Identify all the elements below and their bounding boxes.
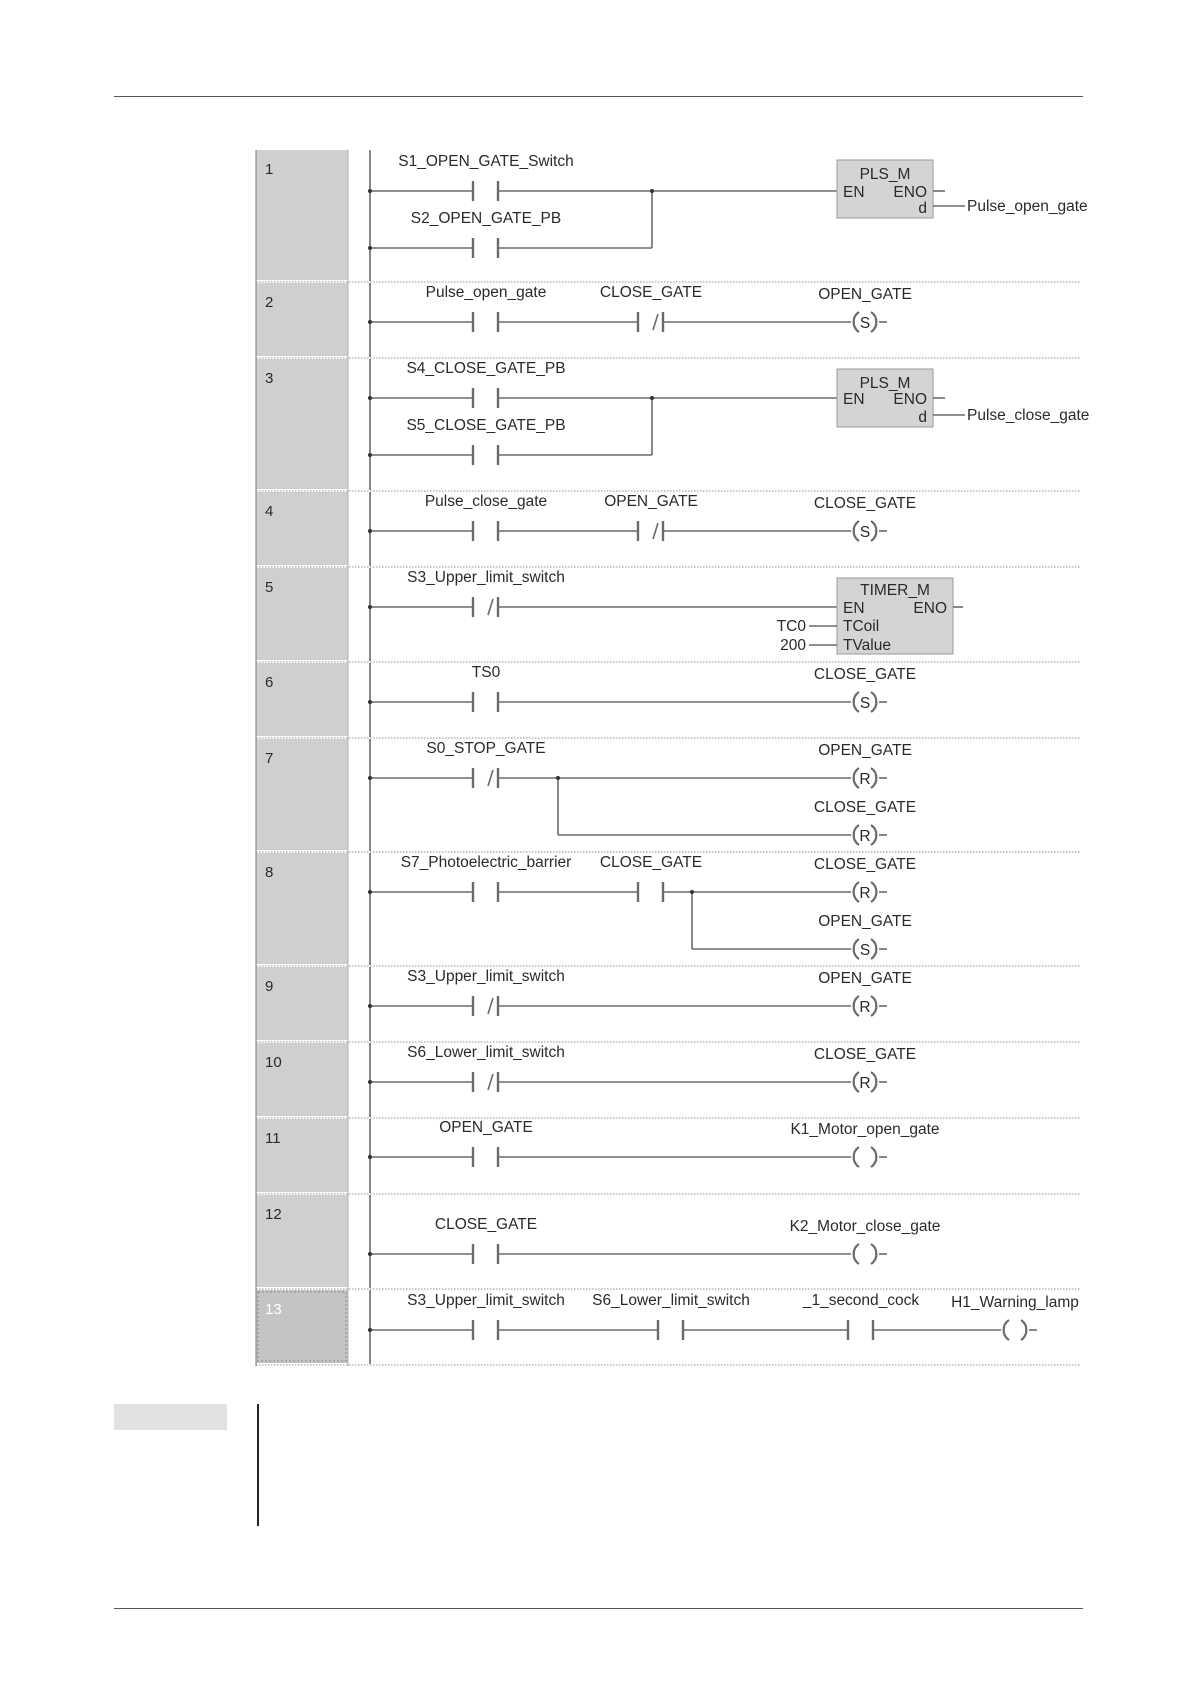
contact-slash xyxy=(488,1074,493,1090)
rung-3 xyxy=(256,359,1089,491)
rung-number: 7 xyxy=(265,750,274,767)
coil-arc-right xyxy=(871,1244,876,1264)
function-block-param: d xyxy=(918,409,927,426)
contact xyxy=(604,493,698,541)
rail-junction xyxy=(368,1328,372,1332)
contact-label: Pulse_close_gate xyxy=(424,493,548,510)
coil-arc-left xyxy=(854,882,859,902)
coil xyxy=(818,913,912,959)
coil xyxy=(790,1121,939,1167)
contact xyxy=(426,284,547,332)
contact-label: CLOSE_GATE xyxy=(599,854,703,871)
contact-label: _1_second_cock xyxy=(802,1292,920,1309)
rail-junction xyxy=(368,320,372,324)
contact-label: S4_CLOSE_GATE_PB xyxy=(406,360,566,377)
contact xyxy=(426,740,545,788)
coil-label: CLOSE_GATE xyxy=(813,799,917,816)
rung-5 xyxy=(256,568,1080,662)
coil-arc-right xyxy=(1021,1320,1026,1340)
timer-block-output-pin: ENO xyxy=(913,600,947,617)
rung-number: 8 xyxy=(265,864,274,881)
rail-junction xyxy=(368,605,372,609)
coil-symbol: S xyxy=(859,315,871,332)
contact xyxy=(600,284,702,332)
rung-number: 9 xyxy=(265,978,274,995)
coil xyxy=(814,666,916,712)
contact xyxy=(425,493,547,541)
coil-symbol: S xyxy=(859,524,871,541)
contact xyxy=(435,1216,537,1264)
function-block-param: d xyxy=(918,200,927,217)
contact xyxy=(439,1119,533,1167)
timer-block xyxy=(777,578,963,654)
coil-arc-left xyxy=(854,1147,859,1167)
coil xyxy=(814,856,916,902)
contact-slash xyxy=(488,599,493,615)
timer-input-value: TC0 xyxy=(776,618,806,635)
footer-rule xyxy=(114,1608,1083,1609)
rung-number: 4 xyxy=(265,503,274,520)
coil xyxy=(814,495,916,541)
rail-junction xyxy=(368,189,372,193)
coil-arc-right xyxy=(871,1072,876,1092)
contact-label: OPEN_GATE xyxy=(604,493,698,510)
function-block-name: PLS_M xyxy=(859,166,911,183)
rail-junction xyxy=(368,1080,372,1084)
rung-4 xyxy=(256,492,1080,567)
coil-symbol: R xyxy=(859,828,871,845)
rail-junction xyxy=(368,453,372,457)
function-block-output-pin: ENO xyxy=(893,184,927,201)
coil xyxy=(818,970,912,1016)
coil-arc-right xyxy=(871,312,876,332)
contact-slash xyxy=(653,314,658,330)
contact xyxy=(592,1292,750,1340)
coil-arc-right xyxy=(871,521,876,541)
rung-13 xyxy=(256,1290,1080,1365)
coil-label: K2_Motor_close_gate xyxy=(789,1218,941,1235)
contact xyxy=(600,854,702,902)
rail-junction xyxy=(368,246,372,250)
coil xyxy=(951,1294,1079,1340)
branch-junction xyxy=(650,189,654,193)
rung-number: 3 xyxy=(265,370,274,387)
rung-2 xyxy=(256,283,1080,358)
rail-junction xyxy=(368,396,372,400)
rail-junction xyxy=(368,776,372,780)
coil-symbol: R xyxy=(859,885,871,902)
rail-junction xyxy=(368,1155,372,1159)
coil xyxy=(814,799,916,845)
rail-junction xyxy=(368,890,372,894)
coil-arc-right xyxy=(871,825,876,845)
coil-arc-left xyxy=(854,825,859,845)
rail-junction xyxy=(368,529,372,533)
contact-label: S2_OPEN_GATE_PB xyxy=(410,210,562,227)
branch-junction xyxy=(556,776,560,780)
rung-11 xyxy=(256,1119,1080,1194)
coil-label: OPEN_GATE xyxy=(818,286,912,303)
coil-label: K1_Motor_open_gate xyxy=(790,1121,940,1138)
contact-label: Pulse_open_gate xyxy=(425,284,547,301)
rung-number: 2 xyxy=(265,294,274,311)
coil-label: CLOSE_GATE xyxy=(813,1046,917,1063)
coil-label: CLOSE_GATE xyxy=(813,666,917,683)
coil xyxy=(790,1218,941,1264)
contact-slash xyxy=(488,770,493,786)
contact xyxy=(407,569,565,617)
function-block-output-pin: ENO xyxy=(893,391,927,408)
contact-label: CLOSE_GATE xyxy=(599,284,703,301)
contact-label: S7_Photoelectric_barrier xyxy=(400,854,572,871)
timer-pin: TValue xyxy=(843,637,891,654)
timer-block-input: EN xyxy=(843,600,865,617)
coil-arc-right xyxy=(871,692,876,712)
coil-symbol: S xyxy=(859,942,871,959)
rung-7 xyxy=(256,739,1080,852)
contact-slash xyxy=(488,998,493,1014)
function-block-name: PLS_M xyxy=(859,375,911,392)
contact-label: CLOSE_GATE xyxy=(434,1216,538,1233)
rung-number: 12 xyxy=(265,1206,282,1223)
coil-arc-right xyxy=(871,882,876,902)
coil-label: CLOSE_GATE xyxy=(813,495,917,512)
contact-slash xyxy=(653,523,658,539)
coil-arc-left xyxy=(854,1244,859,1264)
contact xyxy=(406,360,565,408)
coil-arc-left xyxy=(854,312,859,332)
rung-number: 5 xyxy=(265,579,274,596)
contact-label: S3_Upper_limit_switch xyxy=(407,1292,565,1309)
coil-arc-right xyxy=(871,939,876,959)
rung-8 xyxy=(256,853,1080,966)
coil-arc-left xyxy=(854,768,859,788)
contact xyxy=(401,854,572,902)
contact-label: S5_CLOSE_GATE_PB xyxy=(406,417,566,434)
contact xyxy=(398,153,573,201)
coil-label: OPEN_GATE xyxy=(818,913,912,930)
coil-arc-left xyxy=(854,996,859,1016)
function-block xyxy=(837,160,1088,218)
contact-label: S6_Lower_limit_switch xyxy=(592,1292,750,1309)
function-block-input: EN xyxy=(843,184,865,201)
coil-arc-left xyxy=(854,692,859,712)
rung-number: 10 xyxy=(265,1054,282,1071)
coil-arc-right xyxy=(871,996,876,1016)
function-block xyxy=(837,369,1089,427)
contact-label: S1_OPEN_GATE_Switch xyxy=(398,153,574,170)
coil-label: OPEN_GATE xyxy=(818,970,912,987)
coil-arc-right xyxy=(871,768,876,788)
coil-symbol: R xyxy=(859,999,871,1016)
contact xyxy=(407,968,565,1016)
contact xyxy=(472,664,501,712)
function-block-input: EN xyxy=(843,391,865,408)
note-margin-bar xyxy=(257,1404,259,1526)
coil-symbol: S xyxy=(859,695,871,712)
rail-junction xyxy=(368,1252,372,1256)
coil-arc-left xyxy=(1004,1320,1009,1340)
rail-junction xyxy=(368,700,372,704)
coil-label: OPEN_GATE xyxy=(818,742,912,759)
contact-label: S0_STOP_GATE xyxy=(426,740,546,757)
rung-6 xyxy=(256,663,1080,738)
rung-10 xyxy=(256,1043,1080,1118)
contact-label: S3_Upper_limit_switch xyxy=(407,569,565,586)
coil xyxy=(818,286,912,332)
rung-12 xyxy=(256,1195,1080,1289)
rung-1 xyxy=(256,150,1088,282)
contact-label: S6_Lower_limit_switch xyxy=(407,1044,565,1061)
coil-arc-right xyxy=(871,1147,876,1167)
contact xyxy=(406,417,565,465)
coil-symbol: R xyxy=(859,1075,871,1092)
rung-9 xyxy=(256,967,1080,1042)
rung-number: 1 xyxy=(265,161,274,178)
contact xyxy=(407,1292,565,1340)
timer-input-value: 200 xyxy=(780,637,806,654)
branch-junction xyxy=(650,396,654,400)
rung-number: 6 xyxy=(265,674,274,691)
coil-symbol: R xyxy=(859,771,871,788)
coil-label: CLOSE_GATE xyxy=(813,856,917,873)
contact xyxy=(802,1292,920,1340)
function-block-output-variable: Pulse_close_gate xyxy=(967,407,1090,424)
contact-label: TS0 xyxy=(471,664,501,681)
timer-block-name: TIMER_M xyxy=(860,582,930,599)
coil-arc-left xyxy=(854,1072,859,1092)
coil-arc-left xyxy=(854,521,859,541)
coil-arc-left xyxy=(854,939,859,959)
rung-number: 11 xyxy=(265,1130,281,1147)
contact xyxy=(407,1044,565,1092)
contact-label: OPEN_GATE xyxy=(439,1119,533,1136)
note-marker-box xyxy=(114,1404,227,1430)
function-block-output-variable: Pulse_open_gate xyxy=(967,198,1088,215)
branch-junction xyxy=(690,890,694,894)
timer-pin: TCoil xyxy=(843,618,880,635)
rail-junction xyxy=(368,1004,372,1008)
contact-label: S3_Upper_limit_switch xyxy=(407,968,565,985)
coil xyxy=(814,1046,916,1092)
coil-label: H1_Warning_lamp xyxy=(951,1294,1079,1311)
coil xyxy=(818,742,912,788)
rung-number: 13 xyxy=(265,1301,282,1318)
contact xyxy=(411,210,561,258)
